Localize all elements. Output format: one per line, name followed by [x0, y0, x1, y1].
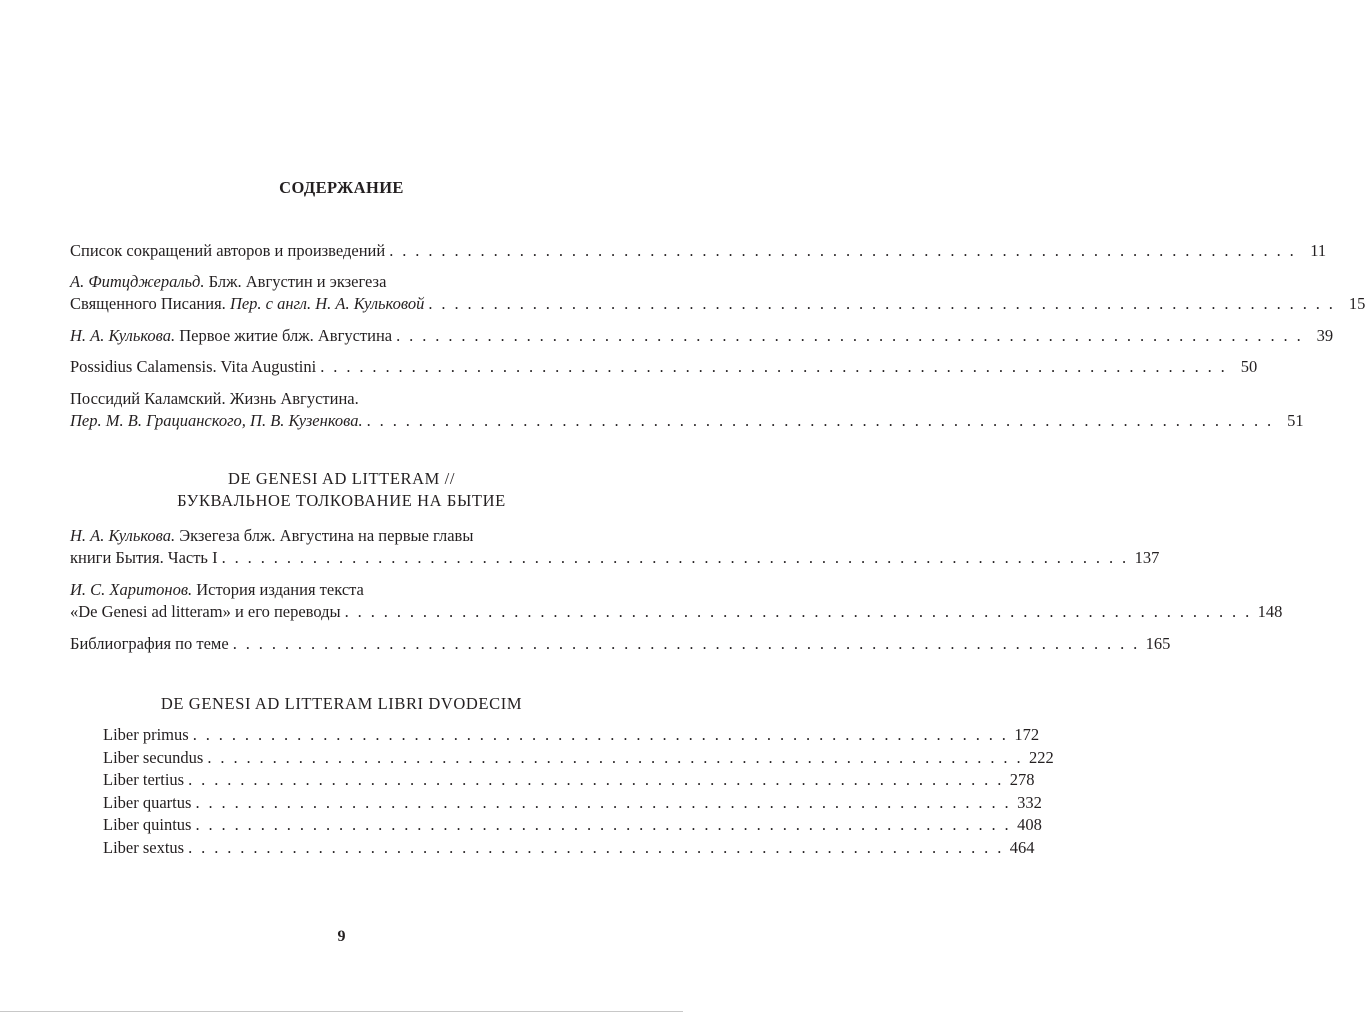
page-number: 172 [1014, 725, 1040, 744]
leader-dots: . . . . . . . . . . . . . . . . . . . . . . . . . . . . . . . . . . . . . . . . . . . . . . . . . . . . . . . . . . . . . . . . . . . . . . [221, 548, 1129, 567]
page-number: 222 [1028, 747, 1054, 767]
toc-entry [70, 271, 1365, 315]
leader-dots: . . . . . . . . . . . . . . . . . . . . . . . . . . . . . . . . . . . . . . . . . . . . . . . . . . . . . . . . . . . . . . . [195, 792, 1012, 812]
liber-label: Liber quintus [103, 815, 192, 834]
entry-translator: Пер. М. В. Грацианского, П. В. Кузенкова. [70, 411, 363, 430]
list-item [103, 792, 1042, 816]
leader-dots: . . . . . . . . . . . . . . . . . . . . . . . . . . . . . . . . . . . . . . . . . . . . . . . . . . . . . . . . . . . . . . . [192, 725, 1009, 744]
leader-dots: . . . . . . . . . . . . . . . . . . . . . . . . . . . . . . . . . . . . . . . . . . . . . . . . . . . . . . . . . . . . . . . [195, 815, 1012, 834]
leader-dots: . . . . . . . . . . . . . . . . . . . . . . . . . . . . . . . . . . . . . . . . . . . . . . . . . . . . . . . . . . . . . . . . . . . . . . [366, 411, 1274, 430]
page-number: 408 [1017, 815, 1042, 834]
section-heading-line: БУКВАЛЬНОЕ ТОЛКОВАНИЕ НА БЫТИЕ [177, 491, 506, 510]
leader-dots: . . . . . . . . . . . . . . . . . . . . . . . . . . . . . . . . . . . . . . . . . . . . . . . . . . . . . . . . . . . . . . . [188, 837, 1004, 857]
toc-entry [70, 633, 1171, 655]
leader-dots: . . . . . . . . . . . . . . . . . . . . . . . . . . . . . . . . . . . . . . . . . . . . . . . . . . . . . . . . . . . . . . . . . . . . . . [428, 294, 1336, 313]
toc-entry [70, 579, 1283, 623]
leader-dots: . . . . . . . . . . . . . . . . . . . . . . . . . . . . . . . . . . . . . . . . . . . . . . . . . . . . . . . . . . . . . . . . . . . . . . [396, 326, 1304, 345]
list-item [103, 770, 1035, 793]
page-number: 11 [1310, 241, 1327, 260]
entry-text: Possidius Calamensis. Vita Augustini [70, 357, 317, 376]
section-heading: DE GENESI AD LITTERAM LIBRI DVODECIM [160, 694, 523, 713]
leader-dots: . . . . . . . . . . . . . . . . . . . . . . . . . . . . . . . . . . . . . . . . . . . . . . . . . . . . . . . . . . . . . . . . . . . . . . [344, 602, 1252, 621]
liber-label: Liber primus [103, 725, 189, 744]
page-number: 332 [1017, 792, 1042, 812]
liber-label: Liber quartus [103, 792, 192, 812]
entry-author: Н. А. Кулькова. [70, 326, 176, 345]
page-number: 137 [1134, 548, 1160, 567]
section-heading-line: DE GENESI AD LITTERAM // [227, 469, 456, 488]
liber-label: Liber secundus [103, 747, 204, 767]
liber-label: Liber tertius [103, 770, 185, 789]
page-number: 464 [1009, 837, 1035, 857]
entry-text: Поссидий Каламский. Жизнь Августина. [70, 389, 359, 408]
leader-dots: . . . . . . . . . . . . . . . . . . . . . . . . . . . . . . . . . . . . . . . . . . . . . . . . . . . . . . . . . . . . . . . [207, 747, 1023, 767]
leader-dots: . . . . . . . . . . . . . . . . . . . . . . . . . . . . . . . . . . . . . . . . . . . . . . . . . . . . . . . . . . . . . . . [188, 770, 1004, 789]
page-number: 165 [1145, 634, 1171, 653]
entry-text: Список сокращений авторов и произведений [70, 241, 386, 260]
list-item [103, 837, 1035, 861]
page-number: 39 [1316, 326, 1334, 345]
entry-author: А. Фитцджеральд. [70, 272, 205, 291]
leader-dots: . . . . . . . . . . . . . . . . . . . . . . . . . . . . . . . . . . . . . . . . . . . . . . . . . . . . . . . . . . . . . . . . . . . . . . [320, 357, 1228, 376]
entry-author: Н. А. Кулькова. [70, 526, 176, 545]
entry-text: Экзегеза блж. Августина на первые главы [175, 526, 474, 545]
toc-entry [70, 356, 1258, 378]
toc-entry [70, 388, 1304, 432]
leader-dots: . . . . . . . . . . . . . . . . . . . . . . . . . . . . . . . . . . . . . . . . . . . . . . . . . . . . . . . . . . . . . . . . . . . . . . [232, 634, 1140, 653]
section-heading [0, 468, 683, 512]
list-item [103, 725, 1040, 748]
entry-translator: Пер. с англ. Н. А. Кульковой [229, 294, 425, 313]
page-number: 148 [1257, 602, 1283, 621]
entry-text: Библиография по теме [70, 634, 229, 653]
toc-entry [70, 325, 1334, 347]
bottom-edge-line [0, 1011, 683, 1012]
entry-text: Первое житие блж. Августина [175, 326, 393, 345]
entry-text: Блж. Августин и экзегеза [204, 272, 387, 291]
page-number: 15 [1348, 294, 1365, 313]
page-number: 278 [1009, 770, 1035, 789]
entry-text: Священного Писания. [70, 294, 230, 313]
toc-entry [70, 525, 1160, 569]
page-number: 50 [1240, 357, 1258, 376]
folio-page-number: 9 [337, 928, 346, 945]
leader-dots: . . . . . . . . . . . . . . . . . . . . . . . . . . . . . . . . . . . . . . . . . . . . . . . . . . . . . . . . . . . . . . . . . . . . . . [389, 241, 1297, 260]
liber-label: Liber sextus [103, 837, 185, 857]
entry-text: «De Genesi ad litteram» и его переводы [70, 602, 341, 621]
list-item [103, 815, 1042, 838]
entry-text: книги Бытия. Часть I [70, 548, 218, 567]
list-item [103, 747, 1054, 771]
entry-author: И. С. Харитонов. [70, 580, 193, 599]
page-title: СОДЕРЖАНИЕ [279, 178, 404, 197]
page-number: 51 [1287, 411, 1304, 430]
toc-entry [70, 240, 1327, 262]
entry-text: История издания текста [192, 580, 364, 599]
libri-list [103, 725, 1054, 860]
